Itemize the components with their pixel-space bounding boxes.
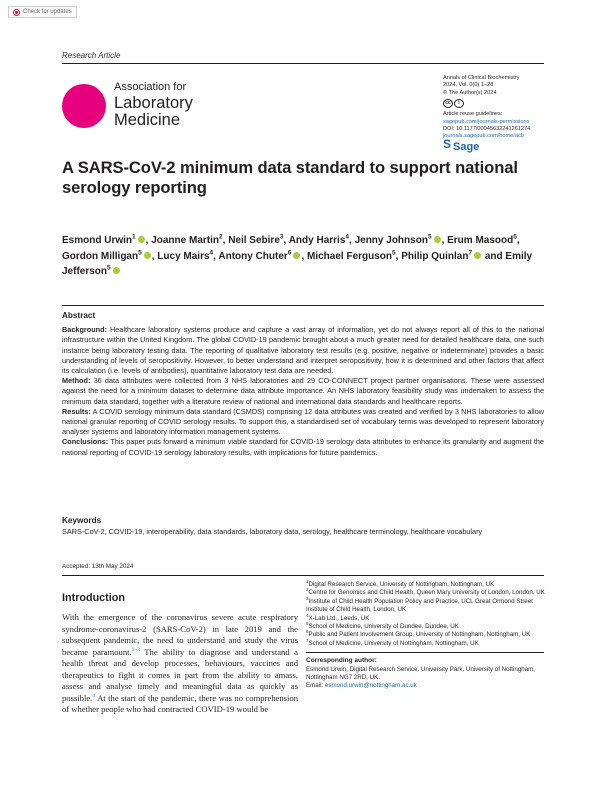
author-affiliation-number: 7 xyxy=(468,249,473,257)
author-affiliation-number: 3 xyxy=(279,233,284,241)
author-separator: , xyxy=(349,235,355,246)
reuse-label: Article reuse guidelines: xyxy=(443,111,503,118)
author-affiliation-number: 5 xyxy=(392,249,396,257)
method-label: Method: xyxy=(62,376,91,386)
affiliation-text: X-Lab Ltd., Leeds, UK xyxy=(308,614,370,622)
logo-line-1: Association for xyxy=(114,81,187,93)
introduction-heading: Introduction xyxy=(62,592,125,604)
author-separator: , xyxy=(516,235,520,246)
background-text: Healthcare laboratory systems produce and capture a vast array of information, yet do not always report all of this to the national infrastructure within the United Kingdom. The global COVID-19 pandemic brought about a much greater need for detailed healthcare data, one such instance being laboratory testing data. The reporting of qualitative laboratory test results (e.g. positive, negative or indeterminate) provides a basic understanding of levels of seropositivity. However, to better understand and interpret seropositivity, how it is determined and other factors that affect its calculation (i.e. levels of antibodies), quantitative laboratory test data are needed. xyxy=(62,325,544,376)
affiliation-number: 7 xyxy=(306,637,309,643)
conclusions-text: This paper puts forward a minimum viable standard for COVID-19 serology data attributes to enhance its granularity and augment the national reporting of COVID-19 serology laboratory results, with implications for future pandemics. xyxy=(62,437,544,457)
journal-home-link[interactable]: journals.sagepub.com/home/acb xyxy=(443,133,524,140)
author-name[interactable]: Joanne Martin xyxy=(151,235,219,246)
society-logo xyxy=(62,82,193,129)
corresponding-heading: Corresponding author: xyxy=(306,657,377,665)
creative-commons-icon[interactable] xyxy=(443,99,553,108)
orcid-icon[interactable] xyxy=(144,252,151,259)
affiliation-text: School of Medicine, University of Nottingham, Nottingham, UK xyxy=(308,639,479,647)
author-name[interactable]: Michael Ferguson xyxy=(307,250,393,262)
affiliation-number: 3 xyxy=(306,595,309,601)
author-name[interactable]: Emily Jefferson xyxy=(62,250,533,277)
society-logo-text xyxy=(114,82,193,129)
author-separator: , xyxy=(213,250,219,262)
cc-icon: cc xyxy=(443,99,453,108)
author-list xyxy=(62,233,550,280)
keywords xyxy=(62,516,544,537)
society-logo-mark xyxy=(62,84,106,128)
attribution-icon: i xyxy=(454,99,464,108)
author-affiliation-number: 2 xyxy=(219,233,223,241)
email-link[interactable]: esmond.urwin@nottingham.ac.uk xyxy=(324,682,417,690)
affiliation-number: 1 xyxy=(306,578,309,584)
abstract-method xyxy=(62,376,544,407)
affiliation-text: Institute of Child Health Population Policy and Practice, UCL Great Ormond Street Institute of Child Health, London, UK xyxy=(306,597,533,614)
affiliation-text: Centre for Genomics and Child Health, Queen Mary University of London, London, UK xyxy=(308,589,545,597)
author-name[interactable]: Jenny Johnson xyxy=(354,235,428,246)
journal-volume: 2024, Vol. 0(0) 1–28 xyxy=(443,82,494,89)
orcid-icon[interactable] xyxy=(293,252,300,259)
intro-part-3: At the start of the pandemic, there was no comprehension of whether people who had contracted COVID-19 would be xyxy=(62,692,298,715)
accepted-date: Accepted: 13th May 2024 xyxy=(62,563,134,570)
author-name[interactable]: Erum Masood xyxy=(447,235,514,246)
affiliation-item xyxy=(306,595,546,615)
abstract-conclusions xyxy=(62,437,544,457)
author-name[interactable]: Philip Quinlan xyxy=(401,250,469,262)
affiliation-number: 6 xyxy=(306,629,309,635)
check-for-updates-badge[interactable] xyxy=(8,6,77,18)
author-affiliation-number: 5 xyxy=(513,233,517,241)
author-separator: , xyxy=(301,250,307,262)
author-separator: , xyxy=(222,235,229,246)
orcid-icon[interactable] xyxy=(474,252,481,259)
citation-link[interactable]: 1–3 xyxy=(131,646,140,653)
email-label: Email: xyxy=(306,682,325,690)
article-type: Research Article xyxy=(62,51,121,60)
sage-icon xyxy=(443,143,451,153)
top-divider xyxy=(62,63,544,64)
author-affiliation-number: 6 xyxy=(287,249,292,257)
affiliation-item xyxy=(306,612,546,623)
body-divider xyxy=(62,575,544,576)
author-name[interactable]: Lucy Mairs xyxy=(157,250,210,262)
citation-link[interactable]: 4 xyxy=(92,692,96,699)
author-affiliation-number: 4 xyxy=(209,249,214,257)
orcid-icon[interactable] xyxy=(138,236,145,243)
orcid-icon[interactable] xyxy=(113,267,120,274)
author-affiliation-number: 4 xyxy=(345,233,350,241)
affiliation-number: 5 xyxy=(306,620,309,626)
intro-part-2: The ability to diagnose and understand a health threat and develop processes, behaviours, vaccines and therapeutics to fight it comes in part from the ability to amass, assess and analyse timely and meaningful data as quickly as possible. xyxy=(62,646,298,703)
affiliation-item xyxy=(306,637,546,648)
author-affiliation-number: 5 xyxy=(138,249,142,257)
publisher-logo xyxy=(443,143,553,153)
orcid-icon[interactable] xyxy=(434,236,441,243)
affiliation-number: 4 xyxy=(306,612,309,618)
affiliation-text: Digital Research Service, University of Nottingham, Nottingham, UK xyxy=(308,581,495,588)
author-name[interactable]: Esmond Urwin xyxy=(62,235,133,246)
permissions-link[interactable]: sagepub.com/journals-permissions xyxy=(443,118,530,125)
affiliation-text: School of Medicine, University of Dundee, Dundee, UK xyxy=(308,623,459,631)
affiliation-number: 2 xyxy=(306,587,309,593)
publisher-name: Sage xyxy=(453,141,480,154)
affiliations xyxy=(306,578,546,691)
introduction-text xyxy=(62,612,298,716)
journal-name: Annals of Clinical Biochemistry xyxy=(443,75,520,81)
conclusions-label: Conclusions: xyxy=(62,437,109,447)
author-separator: , xyxy=(283,235,289,246)
abstract-divider xyxy=(62,305,544,306)
check-updates-label: Check for updates xyxy=(23,9,72,15)
author-separator: , xyxy=(145,235,152,246)
affiliation-text: Public and Patient Involvement Group, University of Nottingham, Nottingham, UK xyxy=(308,631,531,639)
doi[interactable]: DOI: 10.1177/00045632241261274 xyxy=(443,126,531,133)
author-separator: , xyxy=(441,235,448,246)
logo-line-2: Laboratory xyxy=(114,94,193,112)
affiliation-item xyxy=(306,589,546,597)
crossmark-icon xyxy=(13,9,20,16)
corresponding-divider xyxy=(306,652,544,653)
keywords-text: SARS-CoV-2, COVID-19, interoperability, data standards, laboratory data, serology, healthcare terminology, healthcare vocabulary xyxy=(62,527,483,537)
author-separator: and xyxy=(482,250,506,262)
intro-part-1: With the emergence of the coronavirus severe acute respiratory syndrome-coronavirus-2 (SARS-CoV-2) in late 2019 and the subsequent pandemic, the need to understand and study the virus became paramount. xyxy=(62,612,298,657)
abstract xyxy=(62,311,544,458)
copyright: © The Author(s) 2024 xyxy=(443,89,497,96)
article-title: A SARS-CoV-2 minimum data standard to support national serology reporting xyxy=(62,158,518,197)
keywords-heading: Keywords xyxy=(62,516,102,525)
abstract-background xyxy=(62,325,544,376)
results-label: Results: xyxy=(62,406,91,416)
abstract-heading: Abstract xyxy=(62,311,96,320)
journal-meta xyxy=(443,75,553,153)
author-name[interactable]: Neil Sebire xyxy=(228,235,280,246)
background-label: Background: xyxy=(62,325,107,335)
results-text: A COVID serology minimum data standard (CSMDS) comprising 12 data attributes was created and verified by 3 NHS laboratories to allow national granular reporting of COVID serology results. To support this, a standardised set of vocabulary terms was developed to represent laboratory analyser systems and laboratory information management systems. xyxy=(62,406,544,437)
corresponding-email xyxy=(306,682,546,690)
author-affiliation-number: 1 xyxy=(132,233,136,241)
author-affiliation-number: 5 xyxy=(427,233,432,241)
affiliation-item xyxy=(306,631,546,639)
corresponding-text: Esmond Urwin, Digital Research Service, University Park, University of Nottingham, Nottingham NG7 2RD, UK. xyxy=(306,665,536,682)
author-separator: , xyxy=(395,250,402,262)
author-name[interactable]: Gordon Milligan xyxy=(62,250,139,262)
method-text: 36 data attributes were collected from 3 NHS laboratories and 29 CO-CONNECT project partner organisations. These were assessed against the need for a minimum dataset to determine data attribute importance. An NHS laboratory feasibility study was undertaken to assess the minimum data standard, together with a literature review of national and international data standards and healthcare reports. xyxy=(62,376,544,406)
author-name[interactable]: Antony Chuter xyxy=(218,250,288,262)
author-name[interactable]: Andy Harris xyxy=(288,235,346,246)
abstract-results xyxy=(62,407,544,438)
author-affiliation-number: 5 xyxy=(107,264,111,272)
logo-line-3: Medicine xyxy=(114,111,181,129)
author-separator: , xyxy=(151,250,158,262)
